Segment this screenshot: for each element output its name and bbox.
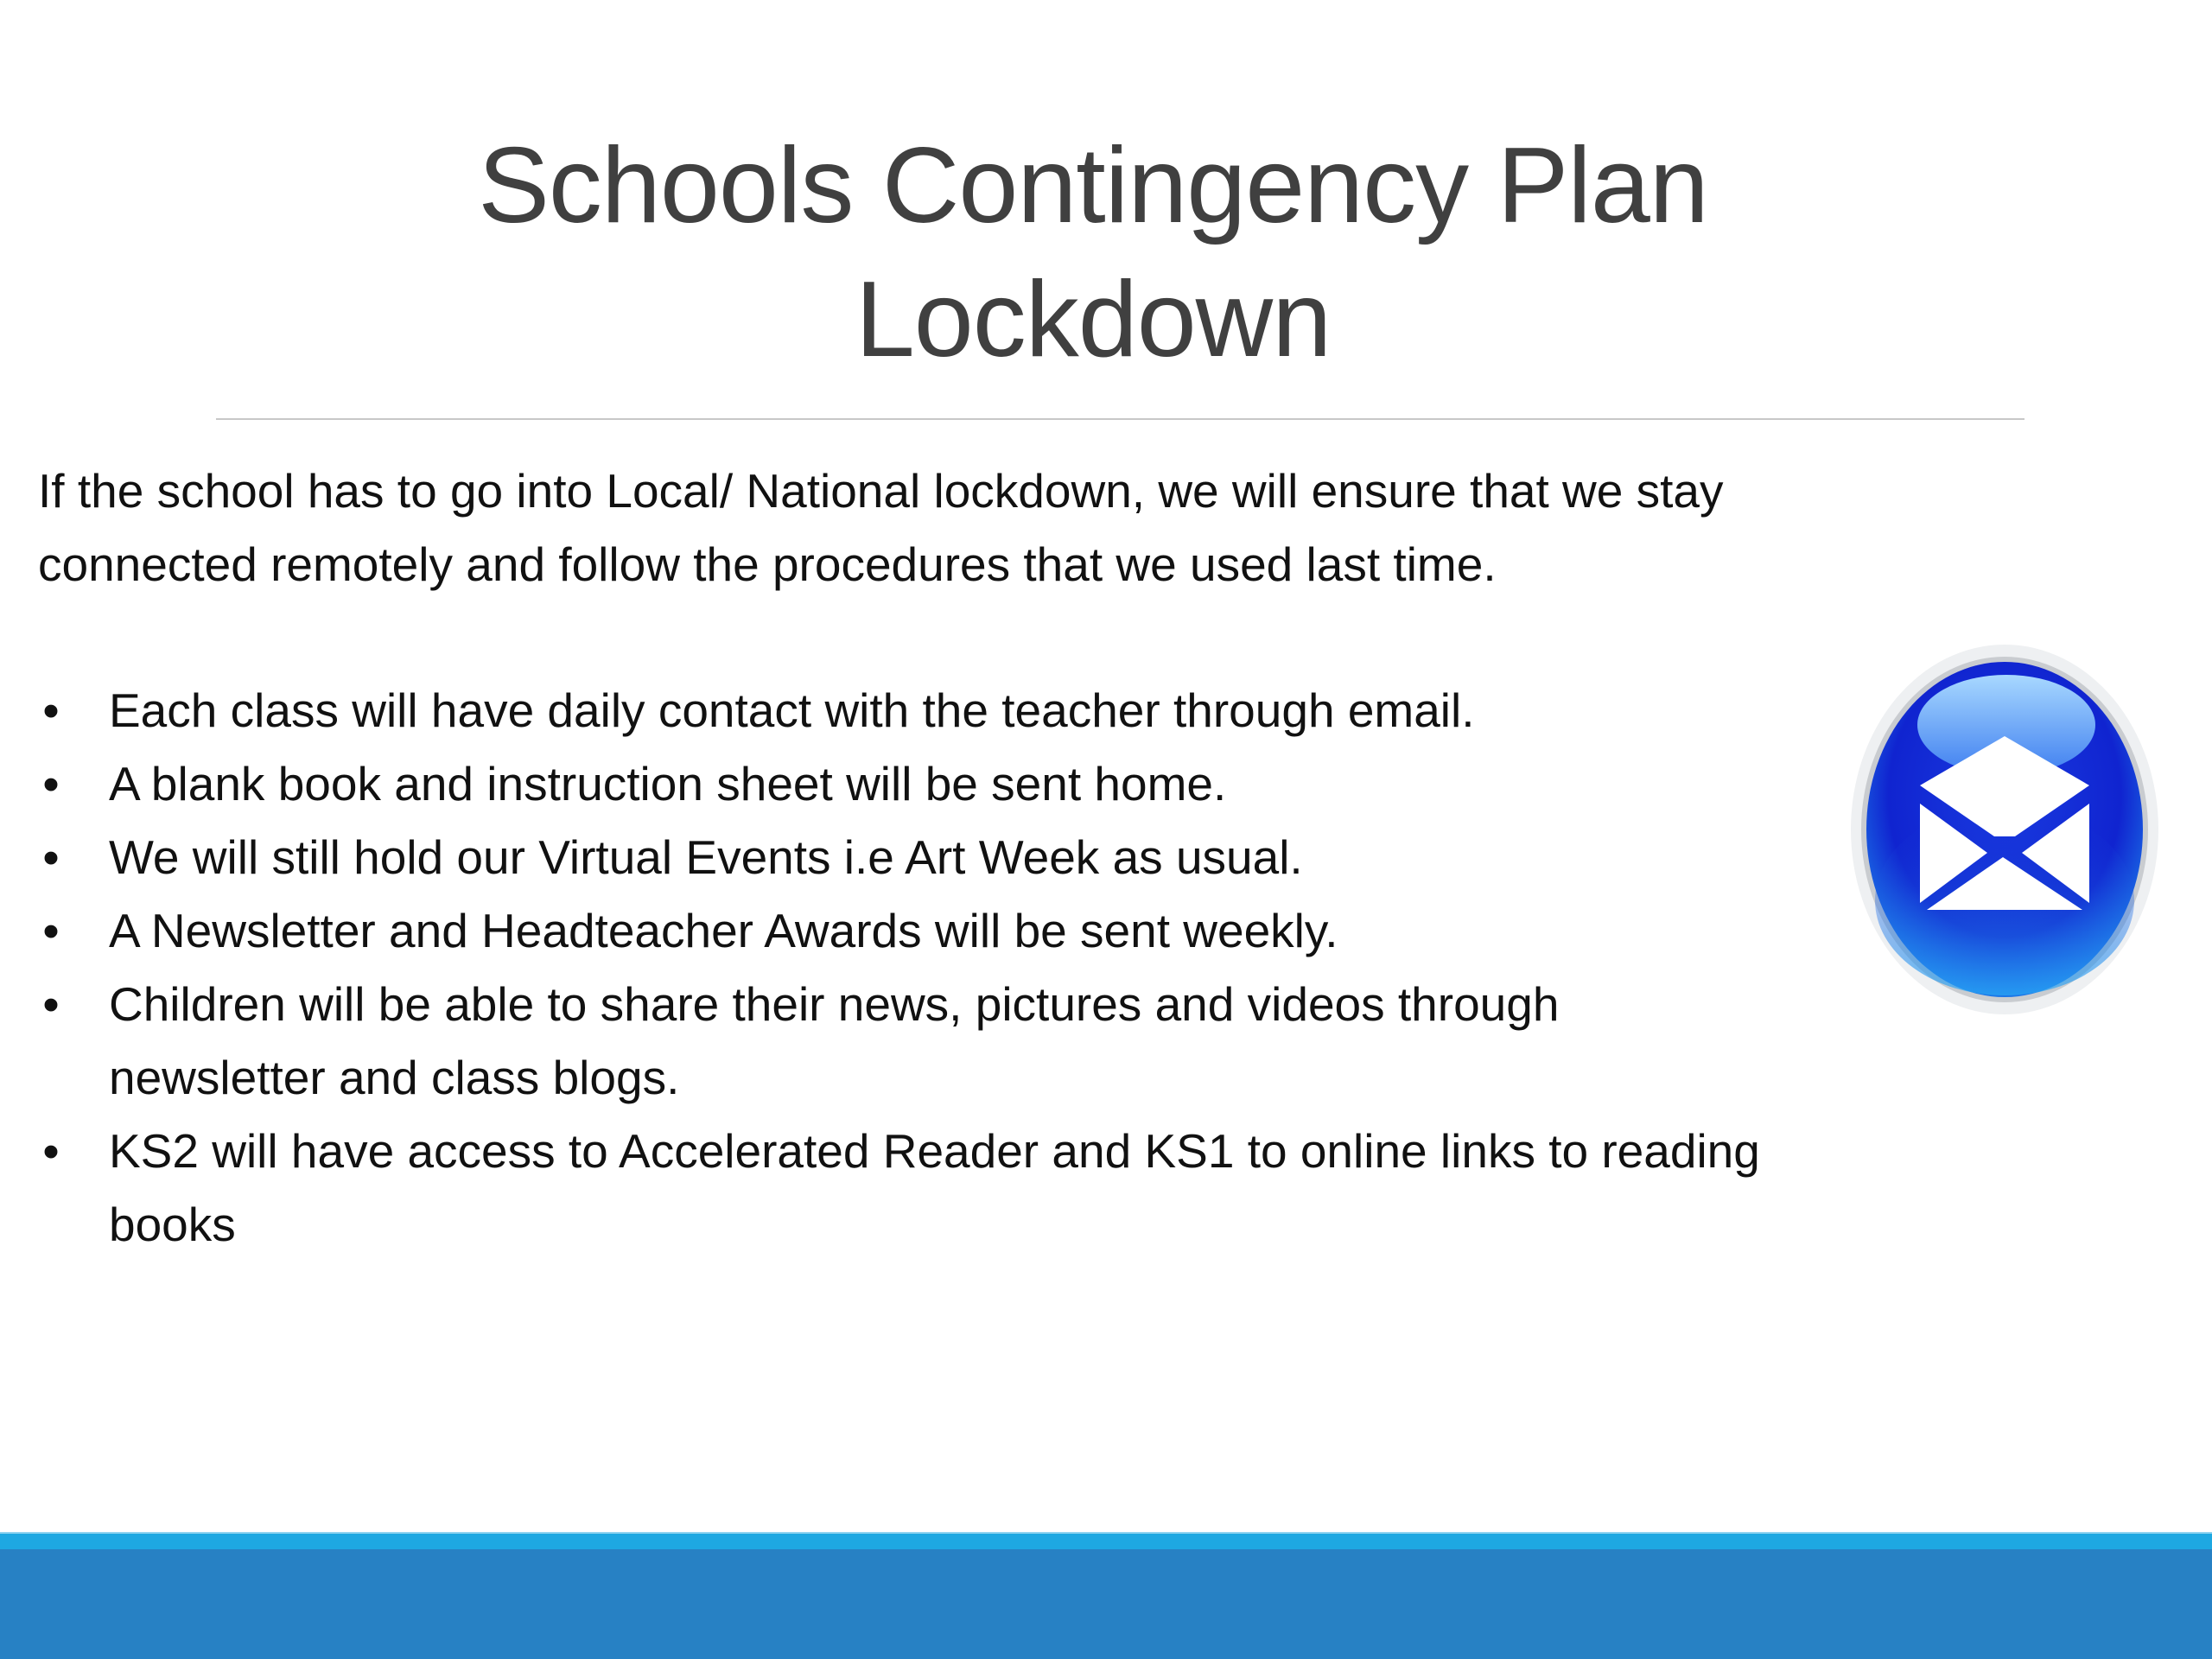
intro-line: If the school has to go into Local/ National lockdown, we will ensure that we stay (38, 464, 1724, 518)
intro-paragraph (38, 454, 1724, 601)
title-line-2: Lockdown (855, 260, 1332, 379)
bullet-item (38, 674, 1760, 747)
bullet-text-line: Children will be able to share their news, pictures and videos through (109, 977, 1560, 1031)
email-envelope-icon (1849, 641, 2160, 1018)
slide-title (0, 119, 2186, 387)
bullet-item (38, 894, 1760, 968)
bullet-item (38, 1115, 1760, 1262)
bullet-dot-icon: • (42, 1124, 60, 1178)
bullet-text-line: We will still hold our Virtual Events i.e Art Week as usual. (109, 830, 1303, 884)
intro-line: connected remotely and follow the procedures that we used last time. (38, 537, 1497, 591)
bullet-text-line: A blank book and instruction sheet will be sent home. (109, 757, 1227, 810)
title-divider (216, 418, 2024, 420)
bullet-dot-icon: • (42, 830, 60, 884)
bullet-text-line: KS2 will have access to Accelerated Reader and KS1 to online links to reading (109, 1124, 1760, 1178)
bullet-item (38, 747, 1760, 821)
bullet-text-line: Each class will have daily contact with the teacher through email. (109, 683, 1475, 737)
bullet-list (38, 674, 1760, 1262)
footer-accent-band (0, 1532, 2212, 1551)
footer-bar (0, 1549, 2212, 1659)
bullet-item (38, 968, 1760, 1115)
bullet-dot-icon: • (42, 683, 60, 737)
bullet-dot-icon: • (42, 757, 60, 810)
bullet-item (38, 821, 1760, 894)
bullet-dot-icon: • (42, 904, 60, 957)
bullet-text-line: newsletter and class blogs. (109, 1051, 680, 1104)
title-line-1: Schools Contingency Plan (478, 126, 1708, 245)
bullet-dot-icon: • (42, 977, 60, 1031)
bullet-text-line: A Newsletter and Headteacher Awards will be sent weekly. (109, 904, 1338, 957)
bullet-text-line: books (109, 1198, 236, 1251)
